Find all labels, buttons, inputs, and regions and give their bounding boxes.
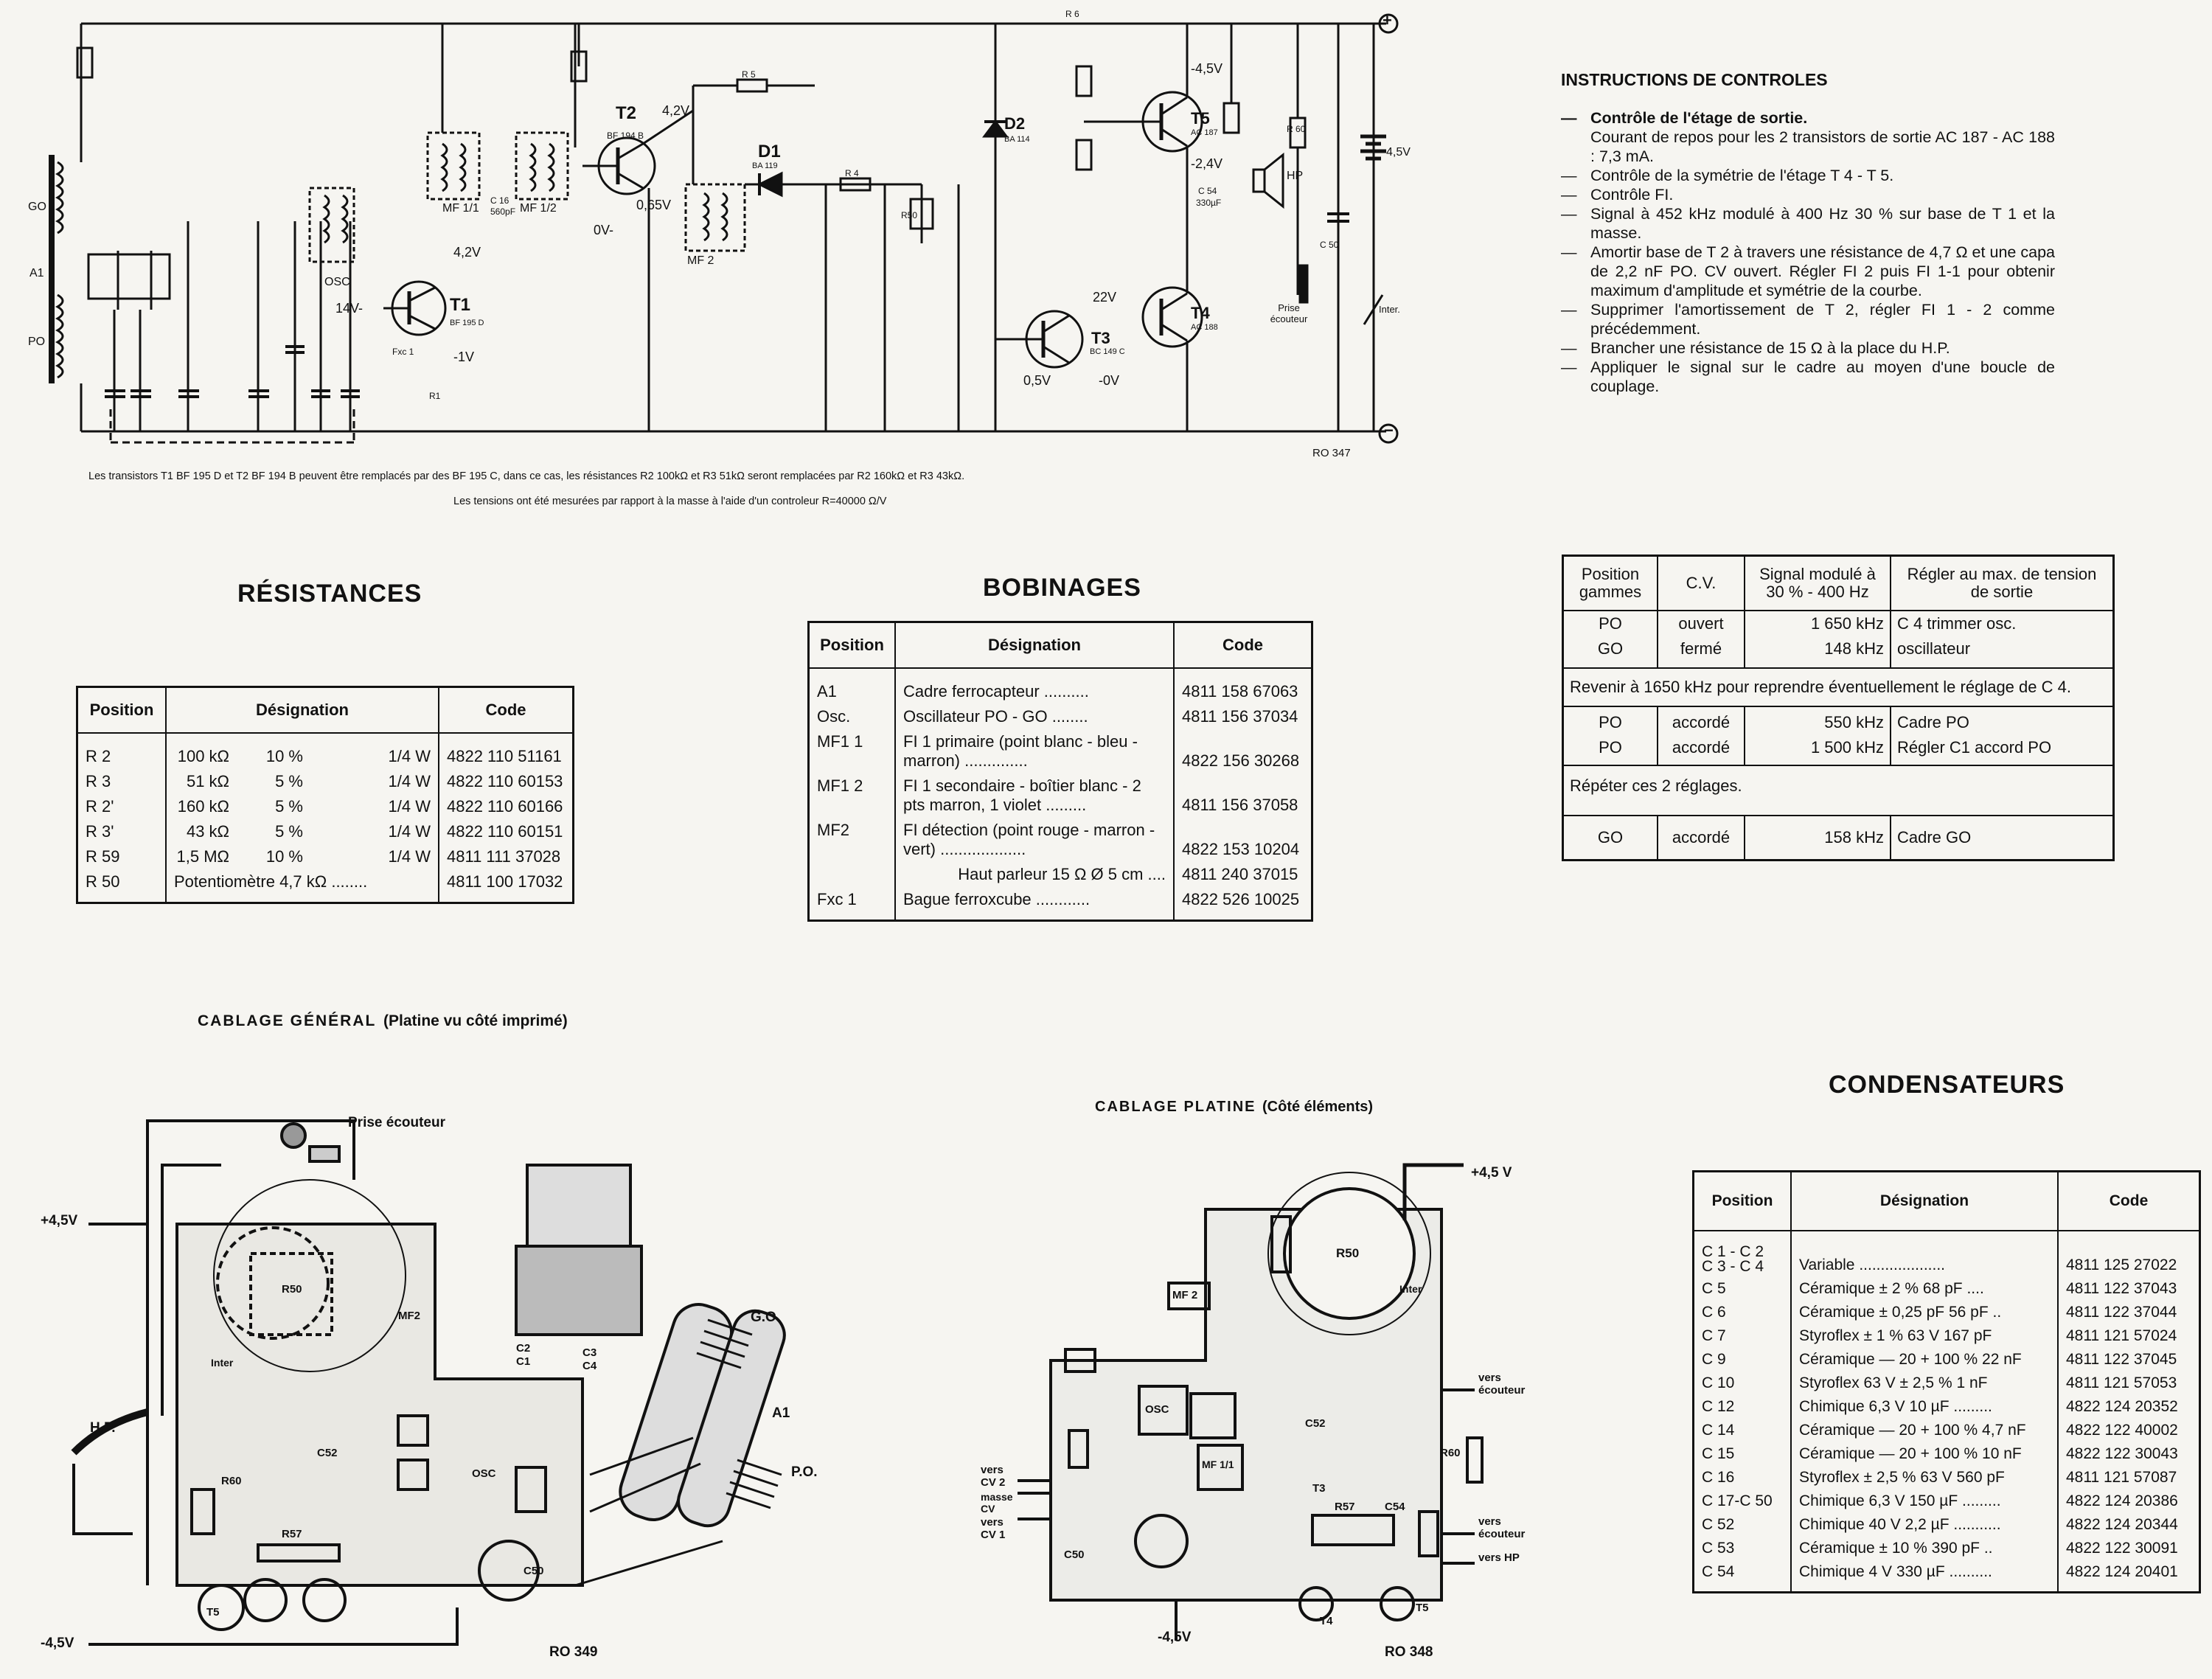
bob-cell: 4811 240 37015 — [1174, 862, 1312, 887]
bob-cell: FI détection (point rouge - marron - vert) ................... — [895, 818, 1174, 862]
instruction-item: — Amortir base de T 2 à travers une résistance de 4,7 Ω et une capa de 2,2 nF PO. CV ouvert. Régler FI 2 puis FI 1-1 pour obtenir maximum d'amplitude et symétrie de la courbe. — [1561, 243, 2055, 300]
schematic-label-22v: 22V — [1093, 290, 1117, 305]
schematic-label-m1v: -1V — [453, 350, 475, 364]
res-cell: 5 % — [275, 772, 303, 790]
cp-label-osc: OSC — [1145, 1403, 1169, 1416]
adj-cell: GO — [1563, 636, 1658, 668]
bob-cell: 4811 156 37034 — [1174, 704, 1312, 729]
adj-cell: accordé — [1658, 735, 1745, 765]
cond-cell: Chimique 6,3 V 10 µF ......... — [1791, 1395, 2058, 1419]
bobinages-title: BOBINAGES — [983, 574, 1141, 602]
cond-cell: C 53 — [1694, 1537, 1792, 1560]
cp-label-t4: T4 — [1320, 1615, 1333, 1627]
cond-cell: C 10 — [1694, 1372, 1792, 1395]
res-cell: 51 kΩ — [166, 769, 237, 794]
schematic-label-r4: R 4 — [845, 168, 859, 178]
res-cell: Potentiomètre 4,7 kΩ ........ — [166, 869, 439, 903]
schematic-label-c54: C 54 — [1198, 186, 1217, 196]
schematic-label-t5: T5 — [1191, 109, 1210, 128]
cond-cell: Chimique 4 V 330 µF .......... — [1791, 1560, 2058, 1593]
adj-header: Signal modulé à 30 % - 400 Hz — [1745, 556, 1891, 611]
schematic-minus: − — [1384, 421, 1394, 439]
schematic-label-mf12: MF 1/2 — [520, 202, 557, 215]
res-cell: 10 % — [265, 847, 303, 866]
schematic-label-0v: 0V- — [594, 223, 614, 237]
adj-cell: Cadre GO — [1891, 816, 2114, 861]
bob-cell: MF1 1 — [809, 729, 896, 774]
cond-cell: Céramique ± 0,25 pF 56 pF .. — [1791, 1301, 2058, 1324]
schematic-label-d1: D1 — [758, 142, 781, 161]
cp-label-inter: Inter — [1399, 1283, 1422, 1295]
cond-cell: 4822 124 20386 — [2058, 1489, 2200, 1513]
cp-label-t5: T5 — [1416, 1602, 1429, 1614]
res-cell: 4811 111 37028 — [439, 844, 574, 869]
cond-cell: C 15 — [1694, 1442, 1792, 1466]
schematic-label-po: PO — [28, 336, 46, 348]
cp-label-vers-ecouteur-2: vers écouteur — [1478, 1515, 1526, 1540]
res-cell: R 2' — [77, 794, 167, 819]
res-cell: 1,5 MΩ — [166, 844, 237, 869]
cond-cell: C 14 — [1694, 1419, 1792, 1442]
adj-cell: fermé — [1658, 636, 1745, 668]
res-cell: 1/4 W — [310, 769, 439, 794]
cg-label-c52: C52 — [317, 1447, 338, 1459]
cond-cell: Chimique 40 V 2,2 µF ........... — [1791, 1513, 2058, 1537]
schematic-label-c16: C 16 — [490, 195, 509, 206]
schematic-label-ba114: BA 114 — [1004, 135, 1030, 144]
bob-cell: Oscillateur PO - GO ........ — [895, 704, 1174, 729]
res-cell: R 2 — [77, 733, 167, 769]
res-header: Position — [77, 687, 167, 734]
schematic-label-05v: 0,5V — [1023, 373, 1051, 388]
cond-cell: Styroflex 63 V ± 2,5 % 1 nF — [1791, 1372, 2058, 1395]
adj-note: Revenir à 1650 kHz pour reprendre éventuellement le réglage de C 4. — [1563, 668, 2114, 706]
cg-label-c1: C1 — [516, 1355, 531, 1368]
instruction-item: — Brancher une résistance de 15 Ω à la place du H.P. — [1561, 338, 2055, 358]
cg-label-r57: R57 — [282, 1528, 302, 1540]
adj-cell: accordé — [1658, 706, 1745, 735]
schematic-label-r50: R50 — [901, 210, 918, 220]
adj-cell: Cadre PO — [1891, 706, 2114, 735]
adj-header: C.V. — [1658, 556, 1745, 611]
schematic-label-mf11: MF 1/1 — [442, 202, 479, 215]
res-cell: R 3' — [77, 819, 167, 844]
res-cell: 4811 100 17032 — [439, 869, 574, 903]
adj-cell: C 4 trimmer osc. — [1891, 611, 2114, 636]
adj-cell: ouvert — [1658, 611, 1745, 636]
cond-cell: Variable .................... — [1791, 1231, 2058, 1277]
cond-cell: 4822 124 20352 — [2058, 1395, 2200, 1419]
bob-cell: 4822 153 10204 — [1174, 818, 1312, 862]
schematic-label-inter: Inter. — [1379, 304, 1400, 315]
cond-cell: C 5 — [1694, 1277, 1792, 1301]
cp-label-vers-hp: vers HP — [1478, 1551, 1520, 1564]
res-cell: 1/4 W — [310, 844, 439, 869]
res-cell: 4822 110 60153 — [439, 769, 574, 794]
bob-cell: FI 1 secondaire - boîtier blanc - 2 pts marron, 1 violet ......... — [895, 774, 1174, 818]
res-cell: 5 % — [275, 822, 303, 841]
schematic-label-m0v: -0V — [1099, 373, 1120, 388]
schematic-note-2: Les tensions ont été mesurées par rapport à la masse à l'aide d'un controleur R=40000 Ω/V — [453, 496, 887, 507]
adj-cell: PO — [1563, 611, 1658, 636]
cond-cell: 4822 122 30091 — [2058, 1537, 2200, 1560]
cp-label-mf1: MF 1/1 — [1202, 1459, 1234, 1470]
cond-cell: C 1 - C 2 C 3 - C 4 — [1694, 1231, 1792, 1277]
schematic-label-c50: C 50 — [1320, 240, 1339, 250]
res-cell: 4822 110 51161 — [439, 733, 574, 769]
res-cell: 160 kΩ — [166, 794, 237, 819]
cond-cell: 4811 121 57024 — [2058, 1324, 2200, 1348]
schematic-label-t1-v: 4,2V — [453, 245, 481, 260]
cg-label-minus: -4,5V — [41, 1635, 74, 1651]
schematic-label-r5: R 5 — [742, 69, 756, 80]
bob-cell: Osc. — [809, 704, 896, 729]
cond-cell: 4822 124 20344 — [2058, 1513, 2200, 1537]
cp-label-r50: R50 — [1336, 1246, 1360, 1260]
instruction-item: — Contrôle de l'étage de sortie. — [1561, 108, 2055, 128]
cond-cell: 4811 122 37044 — [2058, 1301, 2200, 1324]
cond-cell: 4811 121 57087 — [2058, 1466, 2200, 1489]
schematic-label-r60: R 60 — [1287, 124, 1306, 134]
schematic-label-065v: 0,65V — [636, 198, 672, 212]
cg-label-a1: A1 — [772, 1405, 790, 1421]
cond-cell: Céramique — 20 + 100 % 22 nF — [1791, 1348, 2058, 1372]
cond-cell: 4811 122 37045 — [2058, 1348, 2200, 1372]
cg-label-plus: +4,5V — [41, 1213, 78, 1228]
schematic-label-14v: 14V- — [335, 301, 364, 316]
cp-label-t3: T3 — [1312, 1482, 1326, 1495]
cond-cell: 4822 122 30043 — [2058, 1442, 2200, 1466]
schematic-label-ac187: AC 187 — [1191, 128, 1218, 137]
schematic-label-r6: R 6 — [1065, 9, 1079, 19]
adj-cell: 550 kHz — [1745, 706, 1891, 735]
adj-cell: PO — [1563, 706, 1658, 735]
schematic-label-45v: 4,5V — [1386, 146, 1411, 159]
schematic-label-t1: T1 — [450, 295, 471, 315]
bob-cell: 4822 156 30268 — [1174, 729, 1312, 774]
schematic-label-t3: T3 — [1091, 329, 1110, 347]
bob-cell: Cadre ferrocapteur .......... — [895, 668, 1174, 704]
cond-cell: C 12 — [1694, 1395, 1792, 1419]
res-cell: 4822 110 60151 — [439, 819, 574, 844]
cp-label-vers-cv2: vers CV 2 — [981, 1464, 1006, 1489]
adj-cell: accordé — [1658, 816, 1745, 861]
cp-label-r60: R60 — [1440, 1447, 1461, 1459]
schematic-label-bf194b: BF 194 B — [607, 131, 644, 141]
cond-header: Position — [1694, 1172, 1792, 1231]
bob-cell: 4822 526 10025 — [1174, 887, 1312, 921]
schematic-label-330uf: 330µF — [1196, 198, 1222, 208]
res-cell: 100 kΩ — [166, 733, 237, 769]
schematic-label-osc: OSC — [324, 276, 350, 288]
cp-label-minus: -4,5V — [1158, 1630, 1192, 1645]
cond-header: Code — [2058, 1172, 2200, 1231]
schematic-label-d2: D2 — [1004, 114, 1026, 133]
cond-cell: C 7 — [1694, 1324, 1792, 1348]
adj-cell: 158 kHz — [1745, 816, 1891, 861]
instructions-title: INSTRUCTIONS DE CONTROLES — [1561, 70, 1828, 89]
schematic-plus: + — [1382, 11, 1392, 29]
cp-label-vers-ecouteur: vers écouteur — [1478, 1372, 1526, 1397]
cp-label-plus: +4,5 V — [1471, 1165, 1512, 1181]
cp-label-mf2: MF 2 — [1172, 1289, 1198, 1301]
schematic-label-560pf: 560pF — [490, 206, 516, 217]
schematic-ref: RO 347 — [1312, 447, 1351, 459]
bob-cell: 4811 158 67063 — [1174, 668, 1312, 704]
schematic-label-prise: Prise écouteur — [1270, 302, 1308, 324]
cond-cell: C 54 — [1694, 1560, 1792, 1593]
cablage-general-title: CABLAGE GÉNÉRAL — [198, 1012, 377, 1029]
schematic-note-1: Les transistors T1 BF 195 D et T2 BF 194 B peuvent être remplacés par des BF 195 C, dans ce cas, les résistances R2 100kΩ et R3 51kΩ seront remplacées par R2 160kΩ et R3 43kΩ. — [88, 470, 965, 482]
cg-label-c4: C4 — [582, 1360, 597, 1372]
cg-label-hp: H.P. — [90, 1420, 116, 1436]
cg-label-mf2: MF2 — [398, 1310, 420, 1322]
cg-label-prise: Prise écouteur — [348, 1115, 445, 1130]
cp-label-c52: C52 — [1305, 1417, 1326, 1430]
instruction-item: — Supprimer l'amortissement de T 2, régler FI 1 - 2 comme précédemment. — [1561, 300, 2055, 338]
adj-cell: PO — [1563, 735, 1658, 765]
res-cell: 1/4 W — [310, 733, 439, 769]
cg-label-osc: OSC — [472, 1467, 496, 1480]
cond-cell: C 6 — [1694, 1301, 1792, 1324]
schematic-label-go: GO — [28, 201, 46, 213]
adj-note: Répéter ces 2 réglages. — [1563, 765, 2114, 816]
schematic-label-ba119: BA 119 — [752, 161, 778, 170]
cg-label-go: G.O. — [751, 1310, 781, 1325]
bob-header: Position — [809, 622, 896, 669]
bob-header: Code — [1174, 622, 1312, 669]
bob-cell: Fxc 1 — [809, 887, 896, 921]
cp-label-c54: C54 — [1385, 1501, 1405, 1513]
bob-cell: Haut parleur 15 Ω Ø 5 cm .... — [895, 862, 1174, 887]
adj-cell: 148 kHz — [1745, 636, 1891, 668]
cp-label-c50: C50 — [1064, 1548, 1085, 1561]
instruction-item: — Signal à 452 kHz modulé à 400 Hz 30 % sur base de T 1 et la masse. — [1561, 204, 2055, 243]
schematic-label-bc149c: BC 149 C — [1090, 347, 1125, 356]
schematic-label-m45v: -4,5V — [1191, 61, 1223, 76]
cond-cell: C 16 — [1694, 1466, 1792, 1489]
cablage-platine-subtitle: (Côté éléments) — [1262, 1099, 1374, 1115]
cg-label-r60: R60 — [221, 1475, 242, 1487]
res-cell: 10 % — [265, 747, 303, 765]
schematic-label-hp: HP — [1287, 170, 1304, 182]
cond-header: Désignation — [1791, 1172, 2058, 1231]
cond-cell: C 17-C 50 — [1694, 1489, 1792, 1513]
schematic-label-ac188: AC 188 — [1191, 323, 1218, 332]
bob-cell: FI 1 primaire (point blanc - bleu - marron) .............. — [895, 729, 1174, 774]
cg-label-inter: Inter — [211, 1357, 234, 1369]
bob-cell: MF2 — [809, 818, 896, 862]
cablage-platine-title: CABLAGE PLATINE — [1095, 1099, 1256, 1115]
instruction-item: — Appliquer le signal sur le cadre au moyen d'une boucle de couplage. — [1561, 358, 2055, 396]
res-cell: 5 % — [275, 797, 303, 816]
adj-header: Régler au max. de tension de sortie — [1891, 556, 2114, 611]
cp-label-vers-cv1: vers CV 1 — [981, 1516, 1006, 1541]
instruction-item: — Contrôle FI. — [1561, 185, 2055, 204]
res-header: Désignation — [166, 687, 439, 734]
cond-cell: Styroflex ± 1 % 63 V 167 pF — [1791, 1324, 2058, 1348]
res-cell: 43 kΩ — [166, 819, 237, 844]
cond-cell: Céramique — 20 + 100 % 4,7 nF — [1791, 1419, 2058, 1442]
res-cell: 1/4 W — [310, 794, 439, 819]
cablage-general-subtitle: (Platine vu côté imprimé) — [383, 1012, 568, 1029]
cond-cell: C 9 — [1694, 1348, 1792, 1372]
bob-cell: MF1 2 — [809, 774, 896, 818]
cond-cell: Céramique ± 10 % 390 pF .. — [1791, 1537, 2058, 1560]
res-cell: R 50 — [77, 869, 167, 903]
cond-cell: 4822 124 20401 — [2058, 1560, 2200, 1593]
res-header: Code — [439, 687, 574, 734]
instruction-detail: Courant de repos pour les 2 transistors de sortie AC 187 - AC 188 : 7,3 mA. — [1590, 128, 2055, 165]
schematic-label-mf2: MF 2 — [687, 254, 714, 267]
cond-cell: 4811 125 27022 — [2058, 1231, 2200, 1277]
adj-cell: GO — [1563, 816, 1658, 861]
res-cell: 1/4 W — [310, 819, 439, 844]
cg-label-t5: T5 — [206, 1606, 220, 1619]
schematic-label-bf195d: BF 195 D — [450, 319, 484, 327]
schematic-label-t4: T4 — [1191, 304, 1210, 322]
cg-label-c50: C50 — [524, 1565, 544, 1577]
cp-label-r57: R57 — [1335, 1501, 1355, 1513]
res-cell: 4822 110 60166 — [439, 794, 574, 819]
schematic-label-t2-v: 4,2V — [662, 103, 690, 118]
cond-cell: Céramique — 20 + 100 % 10 nF — [1791, 1442, 2058, 1466]
condensateurs-title: CONDENSATEURS — [1829, 1071, 2065, 1099]
instruction-item: — Contrôle de la symétrie de l'étage T 4 - T 5. — [1561, 166, 2055, 185]
cp-ref: RO 348 — [1385, 1644, 1433, 1660]
schematic-label-r1: R1 — [429, 391, 441, 401]
res-cell: R 3 — [77, 769, 167, 794]
bob-cell: Bague ferroxcube ............ — [895, 887, 1174, 921]
cond-cell: 4822 122 40002 — [2058, 1419, 2200, 1442]
cg-label-po: P.O. — [791, 1464, 818, 1480]
cg-label-c3: C3 — [582, 1346, 597, 1359]
adj-cell: 1 650 kHz — [1745, 611, 1891, 636]
adj-cell: Régler C1 accord PO — [1891, 735, 2114, 765]
cond-cell: 4811 121 57053 — [2058, 1372, 2200, 1395]
schematic-label-fxc1: Fxc 1 — [392, 347, 414, 357]
cond-cell: C 52 — [1694, 1513, 1792, 1537]
cond-cell: Styroflex ± 2,5 % 63 V 560 pF — [1791, 1466, 2058, 1489]
schematic-label-a1: A1 — [29, 267, 44, 279]
adj-cell: 1 500 kHz — [1745, 735, 1891, 765]
cg-label-c2: C2 — [516, 1342, 531, 1355]
cond-cell: Céramique ± 2 % 68 pF .... — [1791, 1277, 2058, 1301]
bob-cell: 4811 156 37058 — [1174, 774, 1312, 818]
schematic-label-t2: T2 — [616, 103, 637, 123]
adj-header: Position gammes — [1563, 556, 1658, 611]
bob-header: Désignation — [895, 622, 1174, 669]
adj-cell: oscillateur — [1891, 636, 2114, 668]
bob-cell: A1 — [809, 668, 896, 704]
cond-cell: Chimique 6,3 V 150 µF ......... — [1791, 1489, 2058, 1513]
res-cell: R 59 — [77, 844, 167, 869]
cond-cell: 4811 122 37043 — [2058, 1277, 2200, 1301]
cg-ref: RO 349 — [549, 1644, 598, 1660]
resistances-title: RÉSISTANCES — [237, 580, 422, 608]
schematic-label-m24v: -2,4V — [1191, 156, 1223, 171]
cp-label-masse-cv: masse CV — [981, 1491, 1013, 1515]
cg-label-r50: R50 — [282, 1283, 302, 1296]
